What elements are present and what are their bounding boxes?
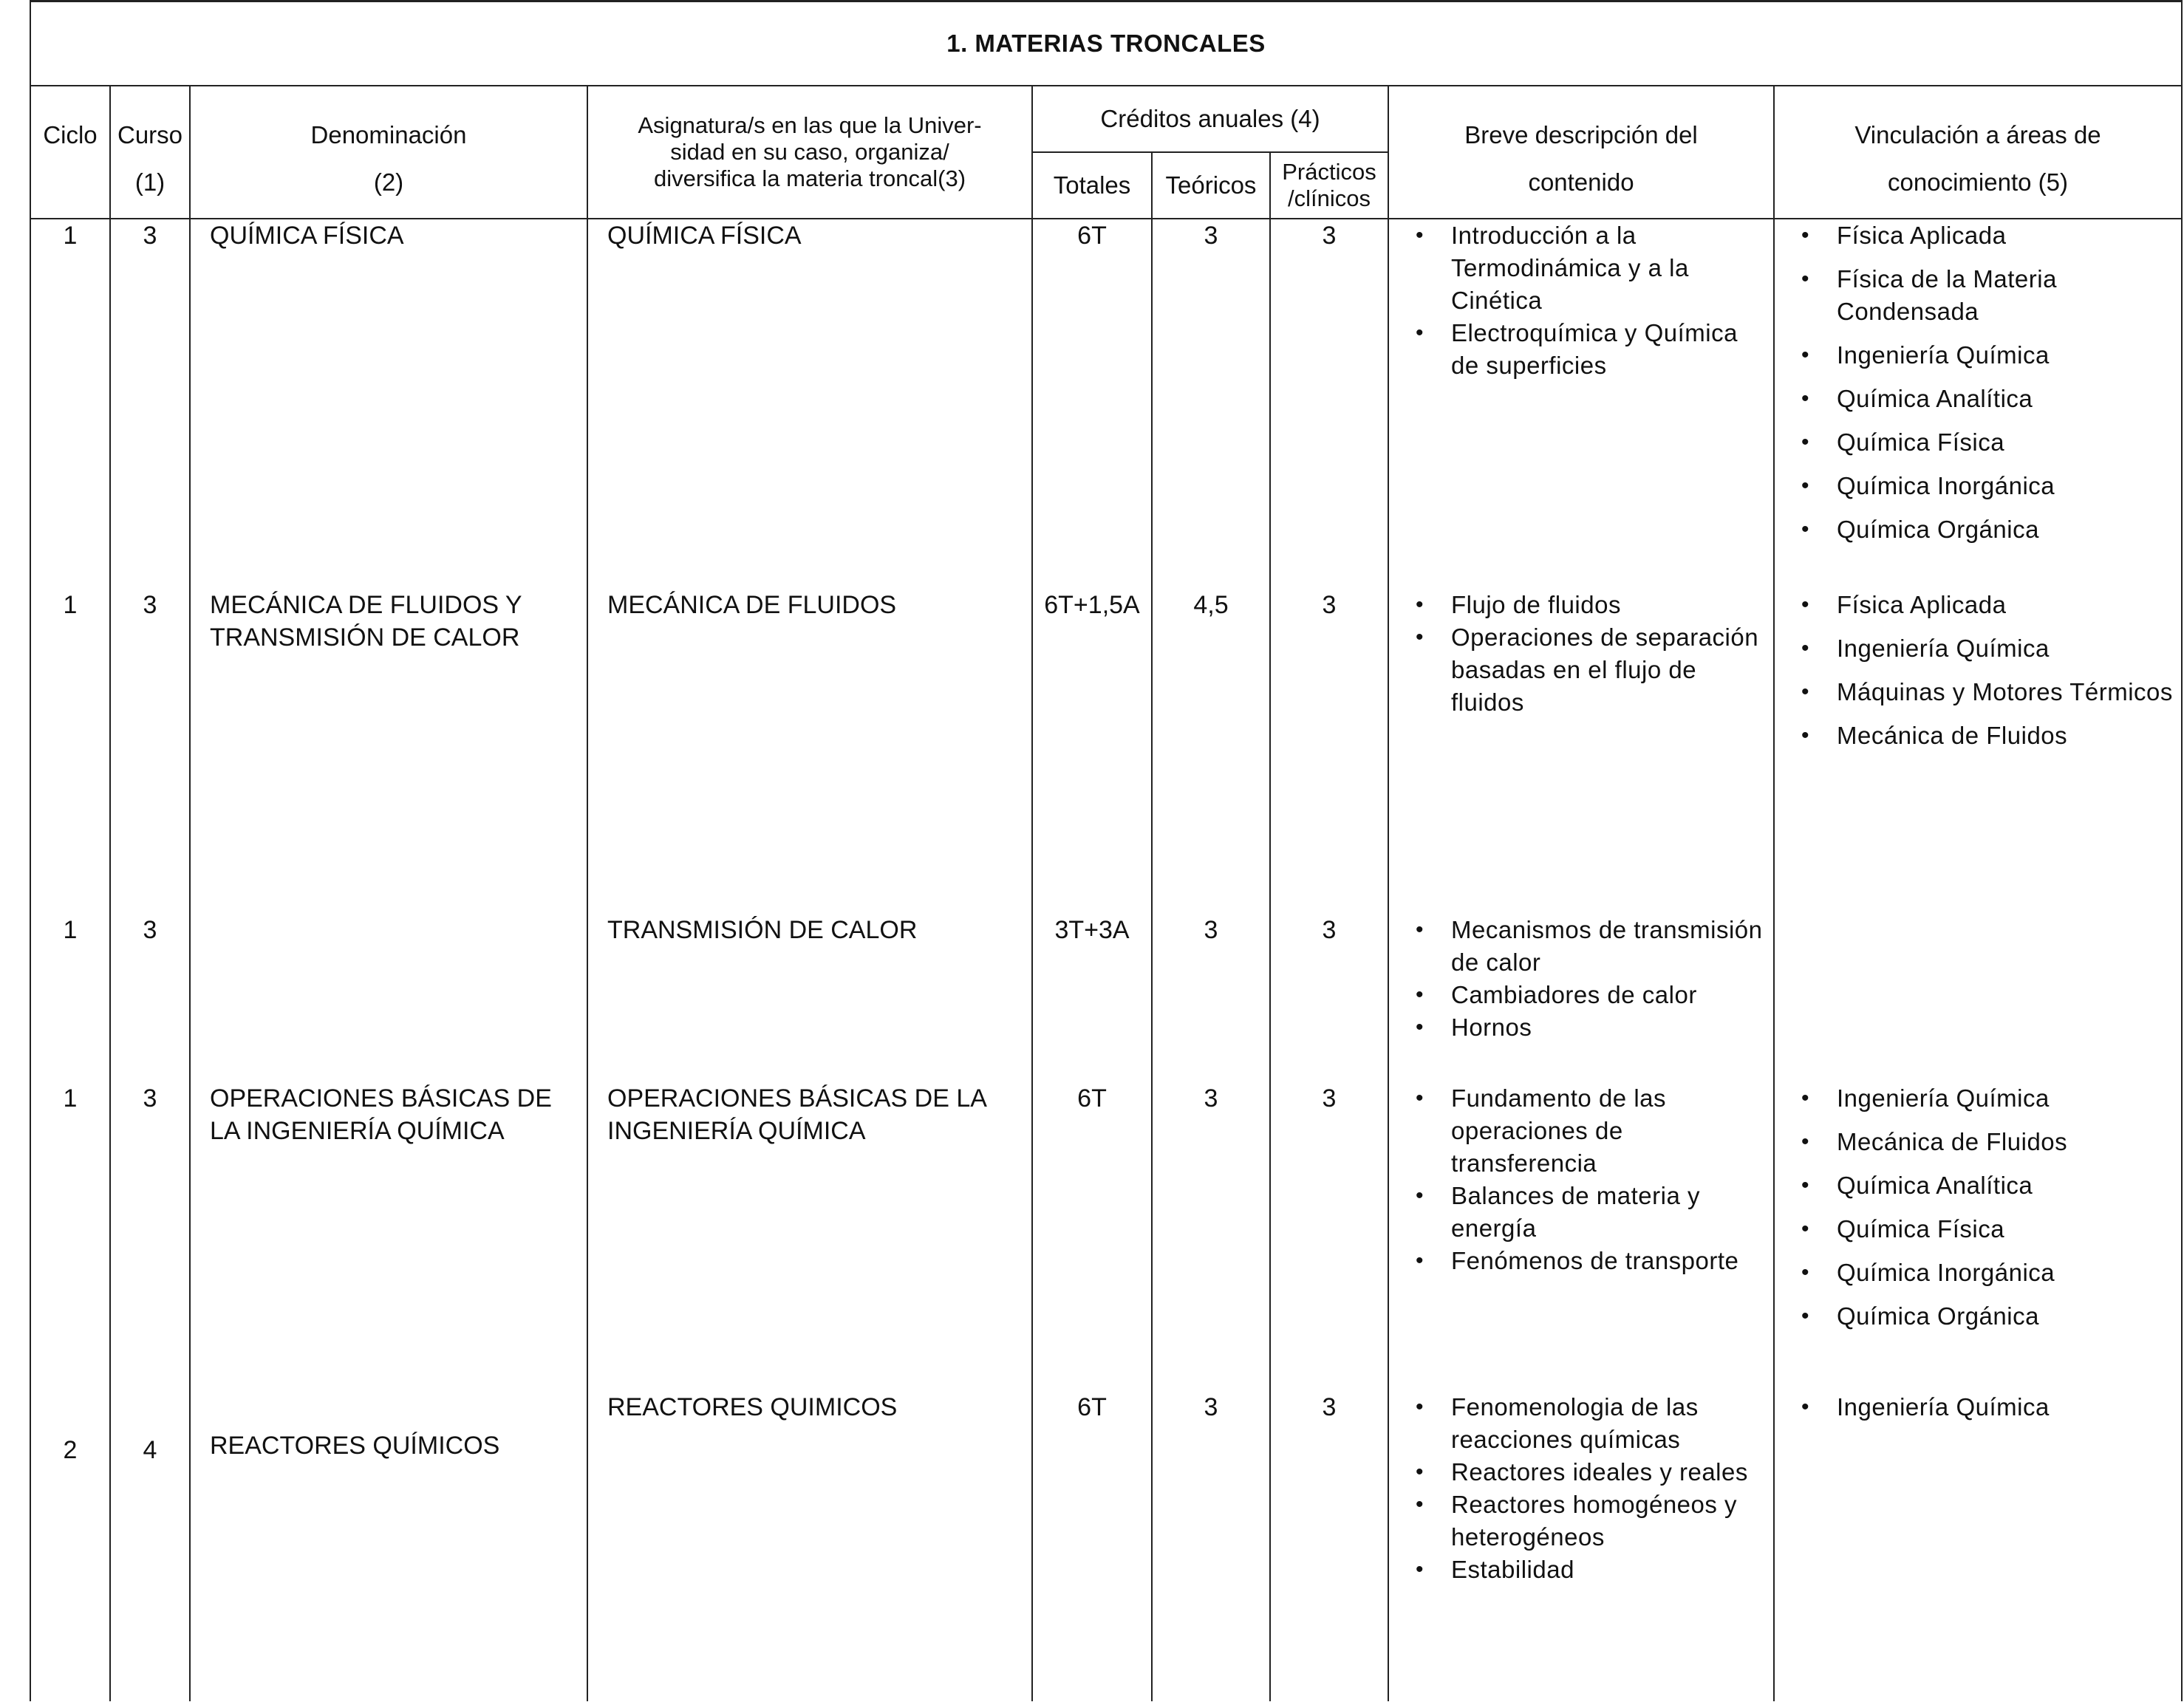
header-ciclo-label: Ciclo xyxy=(43,121,98,148)
list-item: • Mecánica de Fluidos xyxy=(1837,720,2175,752)
cell-ciclo: 1 xyxy=(30,589,110,914)
list-item: • Ingeniería Química xyxy=(1837,1082,2175,1115)
header-vinculacion-line1: Vinculación a áreas de xyxy=(1854,121,2101,148)
cell-denominacion: MECÁNICA DE FLUIDOS Y TRANSMISIÓN DE CALOR xyxy=(190,589,587,914)
list-item: • Balances de materia y energía xyxy=(1451,1180,1767,1245)
areas-list xyxy=(1788,1082,2175,1333)
cell-ciclo: 1 xyxy=(30,1082,110,1391)
cell-denominacion: OPERACIONES BÁSICAS DE LA INGENIERÍA QUÍMICA xyxy=(190,1082,587,1391)
cell-descripcion xyxy=(1388,1391,1774,1701)
cell-descripcion xyxy=(1388,1082,1774,1391)
list-item: • Química Física xyxy=(1837,1213,2175,1245)
list-item: • Física de la Materia Condensada xyxy=(1837,263,2175,328)
cell-curso: 4 xyxy=(110,1391,190,1701)
table-row xyxy=(30,219,2182,589)
header-totales: Totales xyxy=(1032,152,1152,219)
list-item: • Mecanismos de transmisión de calor xyxy=(1451,914,1767,979)
header-row xyxy=(30,86,2182,152)
cell-denominacion xyxy=(190,914,587,1082)
cell-areas xyxy=(1774,1391,2182,1701)
header-descripcion xyxy=(1388,86,1774,219)
table-title: 1. MATERIAS TRONCALES xyxy=(30,1,2182,86)
list-item: • Física Aplicada xyxy=(1837,219,2175,252)
cell-areas xyxy=(1774,914,2182,1082)
list-item: • Flujo de fluidos xyxy=(1451,589,1767,621)
cell-asignatura: QUÍMICA FÍSICA xyxy=(587,219,1032,589)
cell-practicos: 3 xyxy=(1270,914,1388,1082)
header-curso-label: Curso xyxy=(117,121,183,148)
list-item: • Reactores homogéneos y heterogéneos xyxy=(1451,1489,1767,1554)
cell-asignatura: MECÁNICA DE FLUIDOS xyxy=(587,589,1032,914)
cell-teoricos: 3 xyxy=(1152,914,1270,1082)
header-descripcion-line2: contenido xyxy=(1528,168,1634,196)
list-item: • Ingeniería Química xyxy=(1837,339,2175,372)
list-item: • Electroquímica y Química de superficies xyxy=(1451,317,1767,382)
cell-teoricos: 3 xyxy=(1152,219,1270,589)
cell-descripcion xyxy=(1388,914,1774,1082)
cell-asignatura: TRANSMISIÓN DE CALOR xyxy=(587,914,1032,1082)
cell-practicos: 3 xyxy=(1270,1391,1388,1701)
list-item: • Reactores ideales y reales xyxy=(1451,1456,1767,1489)
list-item: • Cambiadores de calor xyxy=(1451,979,1767,1011)
header-denominacion-label: Denominación xyxy=(310,121,467,148)
cell-totales: 6T xyxy=(1032,219,1152,589)
table-row xyxy=(30,589,2182,914)
descripcion-list xyxy=(1402,1082,1767,1277)
cell-curso: 3 xyxy=(110,914,190,1082)
header-curso-note: (1) xyxy=(134,168,165,196)
cell-descripcion xyxy=(1388,589,1774,914)
cell-asignatura: OPERACIONES BÁSICAS DE LA INGENIERÍA QUÍMICA xyxy=(587,1082,1032,1391)
cell-totales: 6T xyxy=(1032,1391,1152,1701)
areas-list xyxy=(1788,589,2175,752)
cell-teoricos: 3 xyxy=(1152,1391,1270,1701)
header-teoricos: Teóricos xyxy=(1152,152,1270,219)
cell-ciclo: 2 xyxy=(30,1391,110,1701)
list-item: • Física Aplicada xyxy=(1837,589,2175,621)
list-item: • Química Orgánica xyxy=(1837,1300,2175,1333)
list-item: • Introducción a la Termodinámica y a la Cinética xyxy=(1451,219,1767,317)
cell-denominacion: QUÍMICA FÍSICA xyxy=(190,219,587,589)
list-item: • Química Inorgánica xyxy=(1837,1257,2175,1289)
table-row xyxy=(30,1082,2182,1391)
materias-troncales-table xyxy=(30,0,2183,1701)
cell-descripcion xyxy=(1388,219,1774,589)
table-row xyxy=(30,1391,2182,1701)
descripcion-list xyxy=(1402,914,1767,1044)
header-descripcion-line1: Breve descripción del xyxy=(1464,121,1698,148)
header-denominacion-note: (2) xyxy=(373,168,404,196)
header-creditos: Créditos anuales (4) xyxy=(1032,86,1388,152)
cell-totales: 3T+3A xyxy=(1032,914,1152,1082)
header-denominacion xyxy=(190,86,587,219)
cell-curso: 3 xyxy=(110,1082,190,1391)
cell-teoricos: 4,5 xyxy=(1152,589,1270,914)
cell-teoricos: 3 xyxy=(1152,1082,1270,1391)
cell-asignatura: REACTORES QUIMICOS xyxy=(587,1391,1032,1701)
cell-totales: 6T+1,5A xyxy=(1032,589,1152,914)
list-item: • Fenómenos de transporte xyxy=(1451,1245,1767,1277)
cell-areas xyxy=(1774,219,2182,589)
cell-ciclo: 1 xyxy=(30,914,110,1082)
list-item: • Fundamento de las operaciones de transferencia xyxy=(1451,1082,1767,1180)
cell-practicos: 3 xyxy=(1270,589,1388,914)
descripcion-list xyxy=(1402,1391,1767,1586)
list-item: • Química Analítica xyxy=(1837,383,2175,415)
cell-curso: 3 xyxy=(110,589,190,914)
list-item: • Fenomenologia de las reacciones químicas xyxy=(1451,1391,1767,1456)
header-curso xyxy=(110,86,190,219)
header-vinculacion xyxy=(1774,86,2182,219)
list-item: • Máquinas y Motores Térmicos xyxy=(1837,676,2175,708)
cell-curso: 3 xyxy=(110,219,190,589)
cell-totales: 6T xyxy=(1032,1082,1152,1391)
descripcion-list xyxy=(1402,589,1767,719)
list-item: • Ingeniería Química xyxy=(1837,1391,2175,1424)
header-practicos xyxy=(1270,152,1388,219)
table-row xyxy=(30,914,2182,1082)
cell-areas xyxy=(1774,1082,2182,1391)
cell-denominacion: REACTORES QUÍMICOS xyxy=(190,1391,587,1701)
header-vinculacion-line2: conocimiento (5) xyxy=(1888,168,2068,196)
cell-practicos: 3 xyxy=(1270,219,1388,589)
header-asignatura xyxy=(587,86,1032,219)
list-item: • Química Analítica xyxy=(1837,1169,2175,1202)
header-practicos-line1: Prácticos xyxy=(1282,159,1376,185)
list-item: • Química Física xyxy=(1837,426,2175,459)
cell-ciclo: 1 xyxy=(30,219,110,589)
descripcion-list xyxy=(1402,219,1767,382)
header-ciclo xyxy=(30,86,110,219)
list-item: • Hornos xyxy=(1451,1011,1767,1044)
cell-areas xyxy=(1774,589,2182,914)
areas-list xyxy=(1788,1391,2175,1424)
header-practicos-line2: /clínicos xyxy=(1288,185,1371,211)
header-asignatura-line2: sidad en su caso, organiza/ xyxy=(670,139,949,165)
list-item: • Química Inorgánica xyxy=(1837,470,2175,502)
cell-practicos: 3 xyxy=(1270,1082,1388,1391)
list-item: • Estabilidad xyxy=(1451,1554,1767,1586)
list-item: • Química Orgánica xyxy=(1837,513,2175,546)
list-item: • Operaciones de separación basadas en el flujo de fluidos xyxy=(1451,621,1767,719)
header-asignatura-line3: diversifica la materia troncal(3) xyxy=(653,165,966,191)
list-item: • Ingeniería Química xyxy=(1837,632,2175,665)
areas-list xyxy=(1788,219,2175,546)
list-item: • Mecánica de Fluidos xyxy=(1837,1126,2175,1158)
header-asignatura-line1: Asignatura/s en las que la Univer- xyxy=(638,112,982,138)
